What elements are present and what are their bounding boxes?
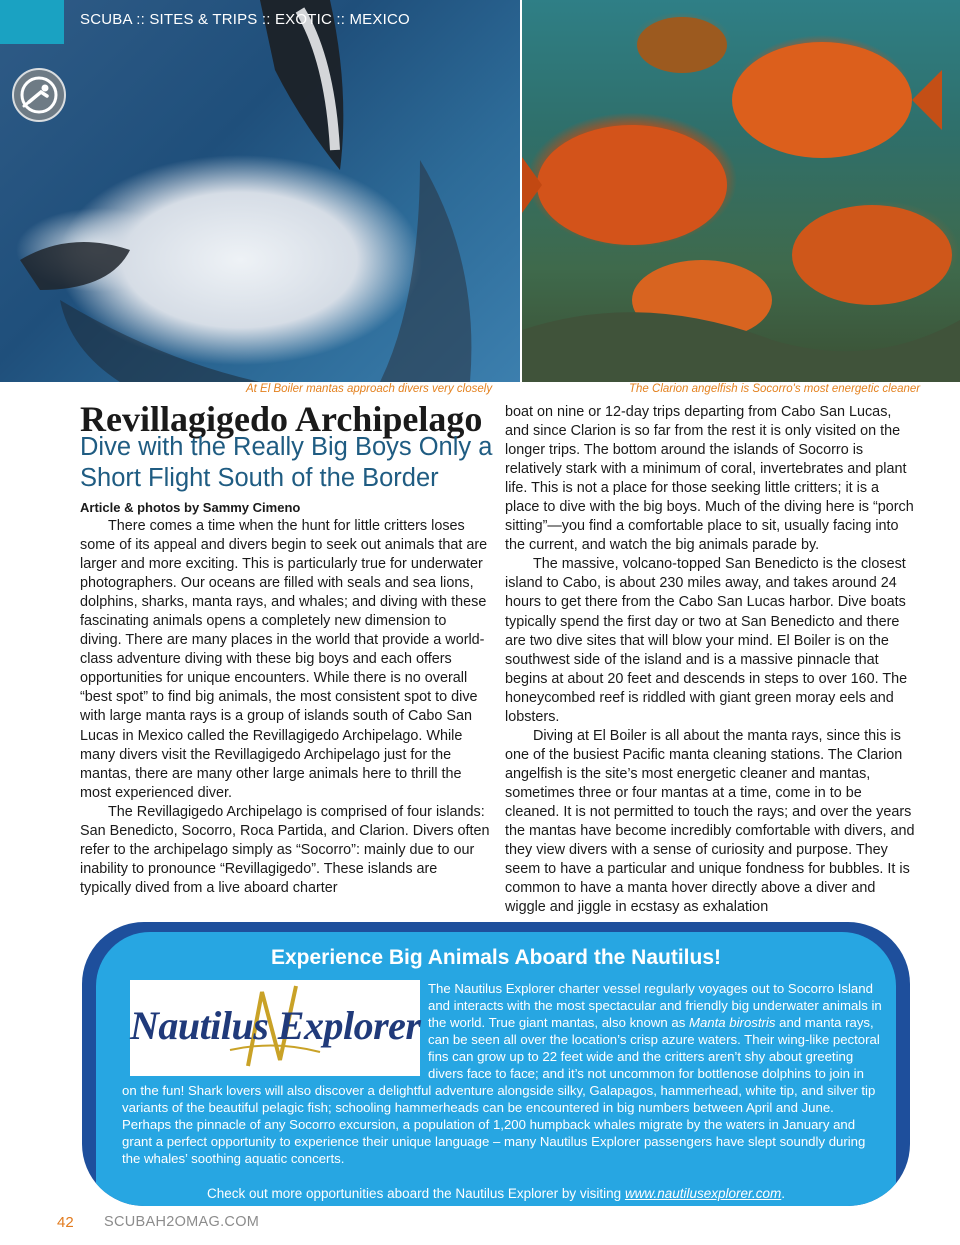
photo-caption-left: At El Boiler mantas approach divers very closely (246, 383, 493, 395)
photo-caption-right: The Clarion angelfish is Socorro's most energetic cleaner (629, 383, 921, 395)
article-byline: Article & photos by Sammy Cimeno (80, 500, 301, 515)
page-number: 42 (57, 1214, 74, 1231)
paragraph: The massive, volcano-topped San Benedicto is the closest island to Cabo, is about 230 miles away, and takes around 24 hours to get there from the Cabo San Lucas harbor. Dive boats typically spend the first day or two at San Benedicto and there are two dive sites that will blow your mind. El Boiler is on the southwest side of the island and is a massive pinnacle that begins at about 20 feet and descends in steps to over 160. The honeycombed reef is riddled with giant green moray eels and lobsters. (505, 556, 908, 725)
promo-footer-period: . (781, 1186, 786, 1201)
promo-panel (96, 932, 896, 1206)
diver-glyph (14, 70, 64, 120)
magazine-site: SCUBAH2OMAG.COM (104, 1214, 260, 1230)
article-title: Revillagigedo Archipelago (80, 399, 483, 439)
logo-wordmark: Nautilus Explorer (130, 1003, 421, 1048)
angelfish-illustration (522, 0, 960, 382)
promo-footer-text: Check out more opportunities aboard the Nautilus Explorer by visiting (206, 1186, 625, 1201)
species-name: Manta birostris (688, 1015, 776, 1030)
promo-footer (96, 1186, 896, 1201)
angelfish-photo (522, 0, 960, 382)
nautilus-promo-box (82, 922, 910, 1206)
paragraph: The Revillagigedo Archipelago is comprised of four islands: San Benedicto, Socorro, Roca Partida, and Clarion. Divers often refer to the archipelago simply as “Socorro”: mainly due to our inability to pronounce “Revillagigedo”. These islands are typically dived from a live aboard charter (80, 803, 490, 896)
promo-text: The Nautilus Explorer charter vessel regularly voyages out to Socorro Island and interacts with the most spectacular and friendly big underwater animals in the world. True giant mantas, also known as (428, 981, 882, 1030)
promo-body (122, 980, 882, 1167)
paragraph: Diving at El Boiler is all about the manta rays, since this is one of the busiest Pacific manta cleaning stations. The Clarion angelfish is the site’s most energetic cleaner and mantas, sometimes three or four mantas at a time, come in to be cleaned. It is not permitted to touch the rays; and over the years the mantas have become incredibly comfortable with divers, and they view divers with a sense of curiosity and purpose. They seem to have a particular and unique fondness for bubbles. It is common to have a manta hover directly above a diver and wiggle and jiggle in ecstasy as exhalation (505, 727, 915, 916)
paragraph: boat on nine or 12-day trips departing from Cabo San Lucas, and since Clarion is so far from the rest it is only visited on the longer trips. The bottom around the islands of Socorro is relatively stark with a minimum of coral, invertebrates and plant life. This is not a place for those seeking little critters; it is a place to dive with the big boys. Much of the diving here is “porch sitting”—you find a comfortable place to sit, usually facing into the current, and watch the big animals parade by. (505, 404, 914, 554)
manta-illustration (0, 0, 520, 382)
promo-text: and manta rays, can be seen all over the location’s crisp azure waters. Their wing-like pectoral fins can grow up to 22 feet wide and the critters aren’t shy about greeting divers face to face; and it’s not uncommon for bottlenose dolphins to join in on the fun! Shark lovers will also discover a delightful adventure alongside silky, Galapagos, hammerhead, white tip, and silver tip variants of the beautiful pelagic fish; schooling hammerheads can be encountered in big numbers between April and June. Perhaps the pinnacle of any Socorro excursion, a population of 1,200 humpback whales migrate by the waters in January and grant a perfect opportunity to experience their unique language – many Nautilus Explorer passengers have slept soundly during the whales’ soothing aquatic concerts. (122, 1015, 880, 1166)
article-subtitle: Dive with the Really Big Boys Only a Short Flight South of the Border (80, 433, 493, 492)
section-breadcrumb: SCUBA :: SITES & TRIPS :: EXOTIC :: MEXICO (80, 11, 410, 28)
manta-ray-photo (0, 0, 520, 382)
nautilus-website-link[interactable]: www.nautilusexplorer.com (624, 1186, 782, 1201)
article-column-2 (505, 403, 915, 917)
article-column-1 (80, 517, 490, 898)
paragraph: There comes a time when the hunt for little critters loses some of its appeal and divers begin to seek out animals that are larger and more exciting. This is particularly true for underwater photographers. Our oceans are filled with seals and sea lions, dolphins, sharks, manta rays, and whales; and diving with these fascinating animals opens a completely new dimension to diving. There are many places in the world that provide a world-class adventure diving with these big boys and each offers opportunities for unique encounters. While there is no overall “best spot” to find big animals, the most consistent spot to dive with large manta rays is a group of islands south of Cabo San Lucas in Mexico called the Revillagigedo Archipelago. While many divers visit the Revillagigedo Archipelago just for the mantas, there are many other large animals here to thrill the most experienced diver. (80, 518, 488, 801)
scuba-diver-icon (12, 68, 66, 122)
section-tab (0, 0, 64, 44)
promo-title: Experience Big Animals Aboard the Nautilus! (270, 946, 722, 969)
